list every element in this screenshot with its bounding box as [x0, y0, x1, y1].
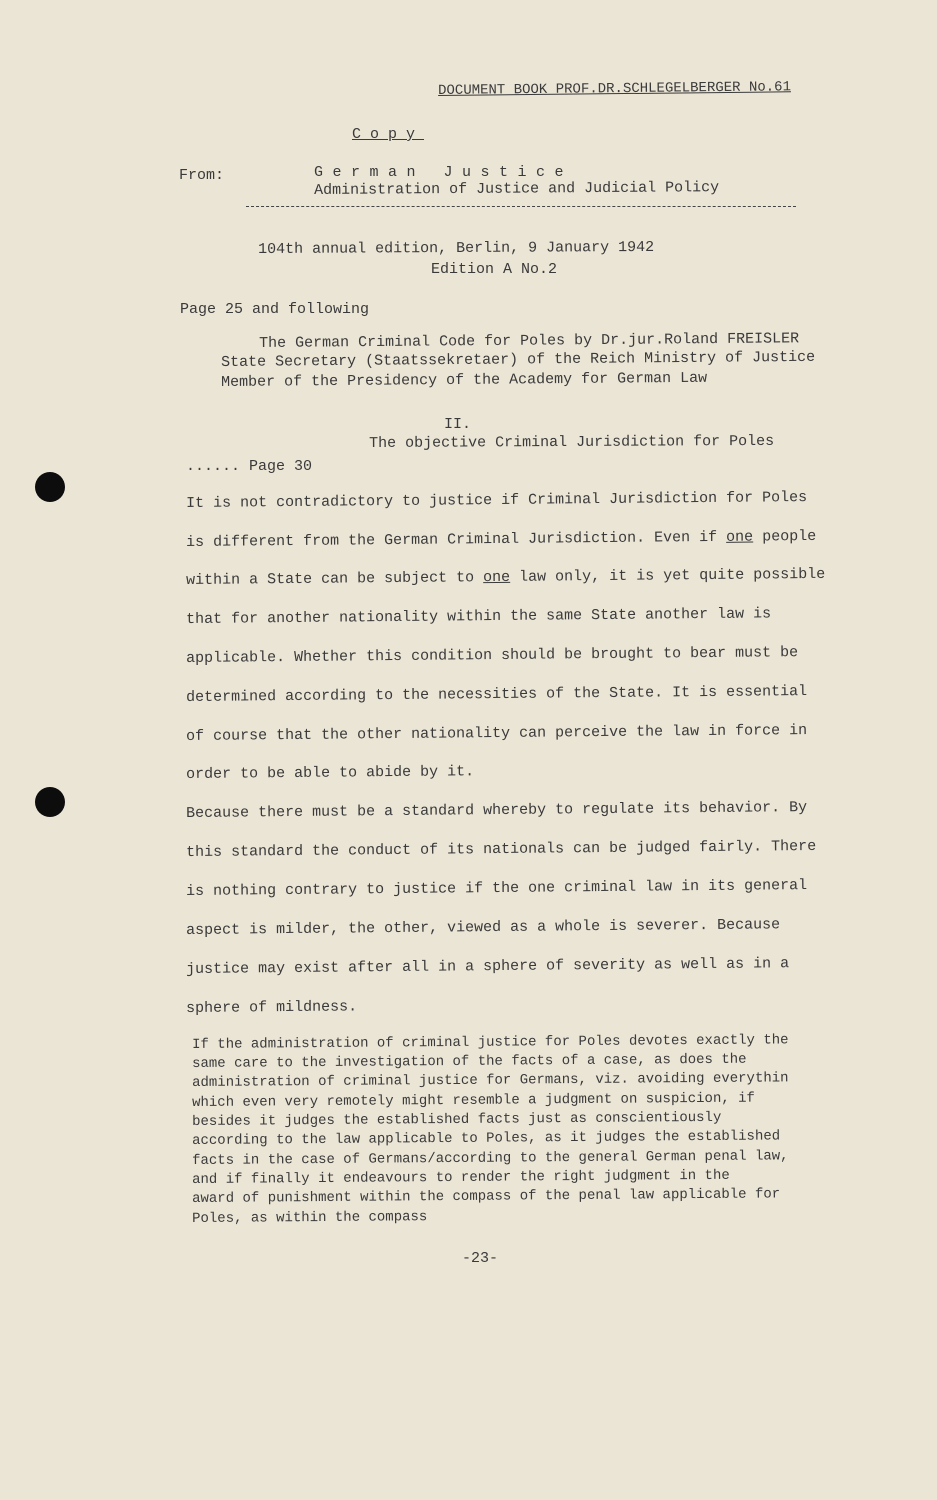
paragraph-3-line-10: Poles, as within the compass — [192, 1209, 428, 1227]
paragraph-2-line-2: this standard the conduct of its nationals can be judged fairly. There — [186, 837, 817, 861]
paragraph-3-line-1: If the administration of criminal justice for Poles devotes exactly the — [192, 1032, 789, 1053]
section-title: The objective Criminal Jurisdiction for Poles — [369, 432, 775, 452]
punch-hole-top — [35, 472, 65, 502]
paragraph-1-line-4: that for another nationality within the same State another law is — [186, 605, 772, 628]
from-line-1: German Justice — [314, 164, 574, 181]
paragraph-2-line-4: aspect is milder, the other, viewed as a whole is severer. Because — [186, 916, 781, 939]
paragraph-3-line-3: administration of criminal justice for Germans, viz. avoiding everythin — [192, 1070, 789, 1091]
paragraph-1-line-5: applicable. Whether this condition should be brought to bear must be — [186, 644, 799, 667]
from-label: From: — [179, 167, 225, 184]
paragraph-3-line-8: and if finally it endeavours to render the right judgment in the — [192, 1167, 730, 1188]
section-number: II. — [444, 416, 472, 433]
paragraph-2-line-3: is nothing contrary to justice if the one criminal law in its general — [186, 877, 808, 900]
paragraph-1-line-8: order to be able to abide by it. — [186, 763, 475, 783]
paragraph-2-line-5: justice may exist after all in a sphere of severity as well as in a — [186, 955, 790, 978]
paragraph-3-line-4: which even very remotely might resemble a judgment on suspicion, if — [192, 1090, 756, 1111]
paragraph-3-line-7: facts in the case of Germans/according to the general German penal law, — [192, 1148, 789, 1169]
paragraph-1-line-6: determined according to the necessities of the State. It is essential — [186, 683, 808, 706]
paragraph-1-line-3: within a State can be subject to one law only, it is yet quite possible — [186, 565, 826, 589]
section-page-reference: ...... Page 30 — [186, 458, 313, 475]
paragraph-3-line-9: award of punishment within the compass of the penal law applicable for — [192, 1186, 781, 1207]
paragraph-2-line-1: Because there must be a standard whereby to regulate its behavior. By — [186, 799, 808, 822]
edition-line-1: 104th annual edition, Berlin, 9 January 1942 — [258, 238, 655, 258]
emphasis-one: one — [483, 568, 511, 587]
paragraph-3-line-6: according to the law applicable to Poles, as it judges the established — [192, 1128, 781, 1149]
article-title-line-2: State Secretary (Staatssekretaer) of the Reich Ministry of Justice — [221, 348, 816, 371]
edition-line-2: Edition A No.2 — [431, 261, 558, 278]
paragraph-3-line-2: same care to the investigation of the facts of a case, as does the — [192, 1051, 747, 1072]
paragraph-1-line-1: It is not contradictory to justice if Criminal Jurisdiction for Poles — [186, 489, 808, 512]
page-reference: Page 25 and following — [180, 301, 370, 318]
document-book-header: DOCUMENT BOOK PROF.DR.SCHLEGELBERGER No.61 — [438, 79, 792, 99]
paragraph-1-line-2: is different from the German Criminal Jurisdiction. Even if one people — [186, 527, 817, 551]
paragraph-3-line-5: besides it judges the established facts just as conscientiously — [192, 1109, 722, 1130]
article-title-line-1: The German Criminal Code for Poles by Dr.jur.Roland FREISLER — [259, 330, 800, 352]
page-number: -23- — [462, 1250, 499, 1267]
emphasis-one: one — [726, 528, 754, 546]
article-title-line-3: Member of the Presidency of the Academy for German Law — [221, 369, 708, 391]
separator-line — [246, 206, 796, 207]
paragraph-1-line-7: of course that the other nationality can perceive the law in force in — [186, 722, 808, 745]
from-line-2: Administration of Justice and Judicial Policy — [314, 179, 720, 199]
paragraph-2-line-6: sphere of mildness. — [186, 998, 358, 1017]
copy-label: Copy — [352, 126, 425, 143]
punch-hole-bottom — [35, 787, 65, 817]
